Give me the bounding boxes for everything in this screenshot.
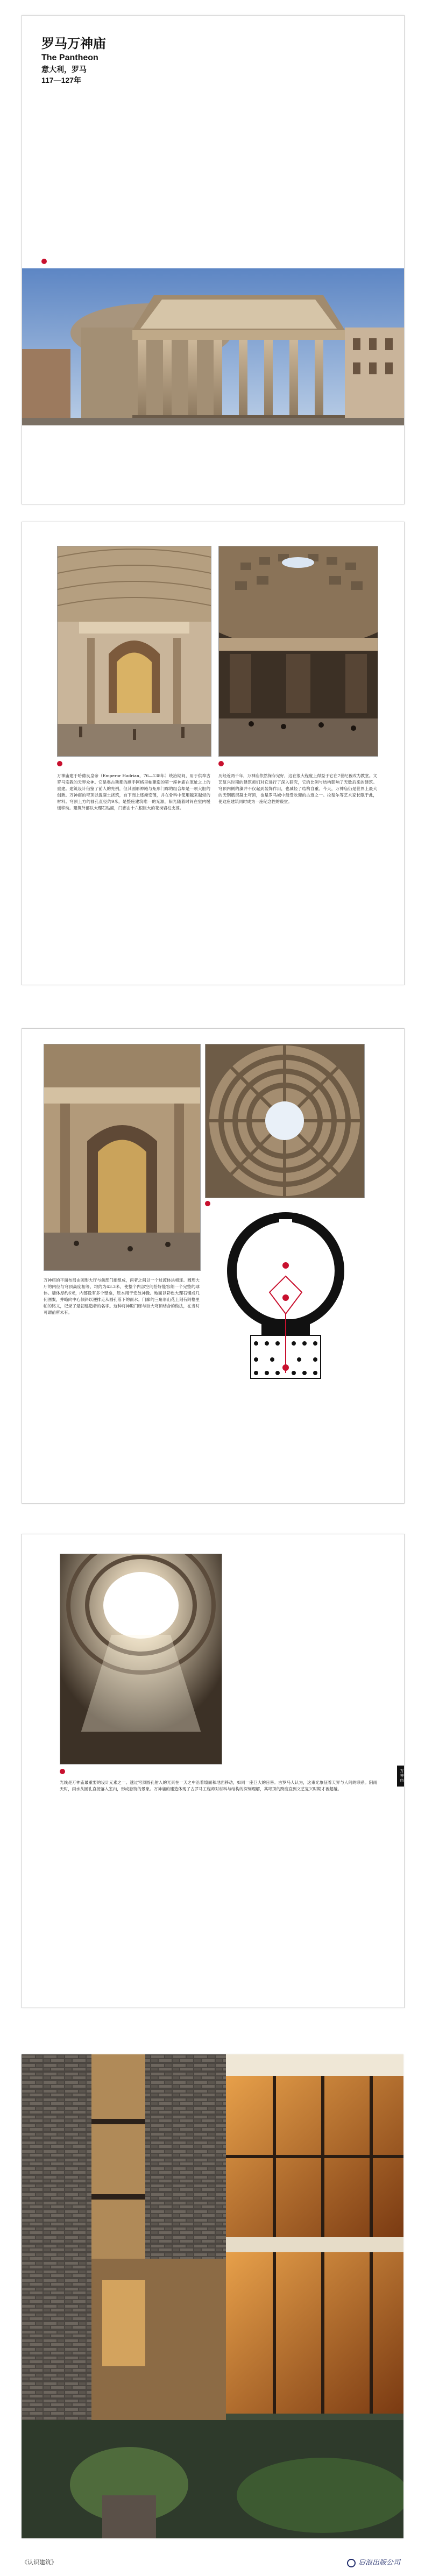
caption-marker [57,761,62,766]
interior-oculus-photo [218,546,378,757]
side-tab: 万神庙 [397,1766,404,1787]
dome-oculus-photo [205,1044,365,1198]
body-text: 光线是万神庙最重要的设计元素之一。透过穹顶圆孔射入的光束在一天之中沿着墙面和地面移动，如同一座巨大的日晷。古罗马人认为，这束光象征着天界与人间的联系。阴雨天时，雨水从圆孔直接落入室内，形成独特的景象。万神庙的建造体现了古罗马工程师对材料与结构的深刻理解，其穹顶的跨度直到文艺复兴时期才被超越。 [60,1780,377,1791]
page-5 [22,2054,403,2538]
interior-altar-photo [57,546,211,757]
caption-marker [60,1769,65,1774]
page-subtitle-en: The Pantheon [41,53,98,62]
date-text: 117—127年 [41,76,81,84]
publisher-logo-icon [347,2559,356,2567]
footer-publisher: 后浪出版公司 [347,2557,400,2567]
caption-marker [205,1201,210,1206]
oculus-light-photo [60,1554,222,1764]
page-2 [22,522,405,985]
body-text-col-2: 历经近两千年，万神庙依然保存完好，这在很大程度上得益于它在7世纪被改为教堂。文艺复兴时期的建筑师们对它进行了深入研究，它的比例与结构影响了无数后来的建筑。穹顶内侧的藻井不仅起到装饰作用，也减轻了结构自重。今天，万神庙仍是世界上最大的无钢筋混凝土穹顶，也是罗马城中最受欢迎的古迹之一。拉斐尔等艺术家长眠于此，使这座建筑同时成为一座纪念性的殿堂。 [218,773,377,804]
caption-marker [218,761,224,766]
page-1 [22,15,405,504]
body-text: 万神庙的平面布局由圆形大厅与前部门廊组成，两者之间以一个过渡体块相连。圆形大厅的内径与穹顶高度相等，均约为43.3米，使整个内部空间恰好能容纳一个完整的球体。墙体厚约6米，内部设有多个壁龛，原本用于安放神像。地面以彩色大理石铺成几何图案，并略向中心倾斜以便排走从圆孔落下的雨水。门廊的三角形山花上刻有阿格里帕的铭文，记录了最初建造者的名字。这种将神殿门廊与巨大穹顶结合的做法，在当时可谓前所未有。 [44,1278,200,1315]
caption-marker [41,259,47,264]
interior-niche-photo [44,1044,201,1271]
body-text-col-1: 万神庙建于哈德良皇帝（Emperor Hadrian，76—138年）统治期间，用于供奉古罗马宗教的天界众神。它是奥古斯都的副手阿格里帕建造的第一座神庙在原址之上的重建。建筑设计借鉴了前人的先例，但其圆形神殿与矩形门廊的组合却是一项大胆的创新。万神庙的穹顶以混凝土浇筑，自下而上逐渐变薄，并在骨料中使用越来越轻的材料。穹顶上方的圆孔直径约9米，是整座建筑唯一的光源，阳光随着时间在室内缓缓移动。建筑外部以大理石贴面，门廊由十六根巨大的花岗岩柱支撑。 [57,773,210,810]
pantheon-exterior-photo [22,268,404,425]
page-3 [22,1028,405,1504]
footer [22,2556,403,2567]
page-4 [22,1534,405,2008]
title-block [41,36,106,86]
footer-book-title: 《认识建筑》 [22,2559,57,2566]
location-text: 意大利，罗马 [41,65,87,74]
page-title: 罗马万神庙 [41,37,106,51]
plan-drawing [205,1206,364,1384]
stone-house-photo [22,2054,403,2538]
